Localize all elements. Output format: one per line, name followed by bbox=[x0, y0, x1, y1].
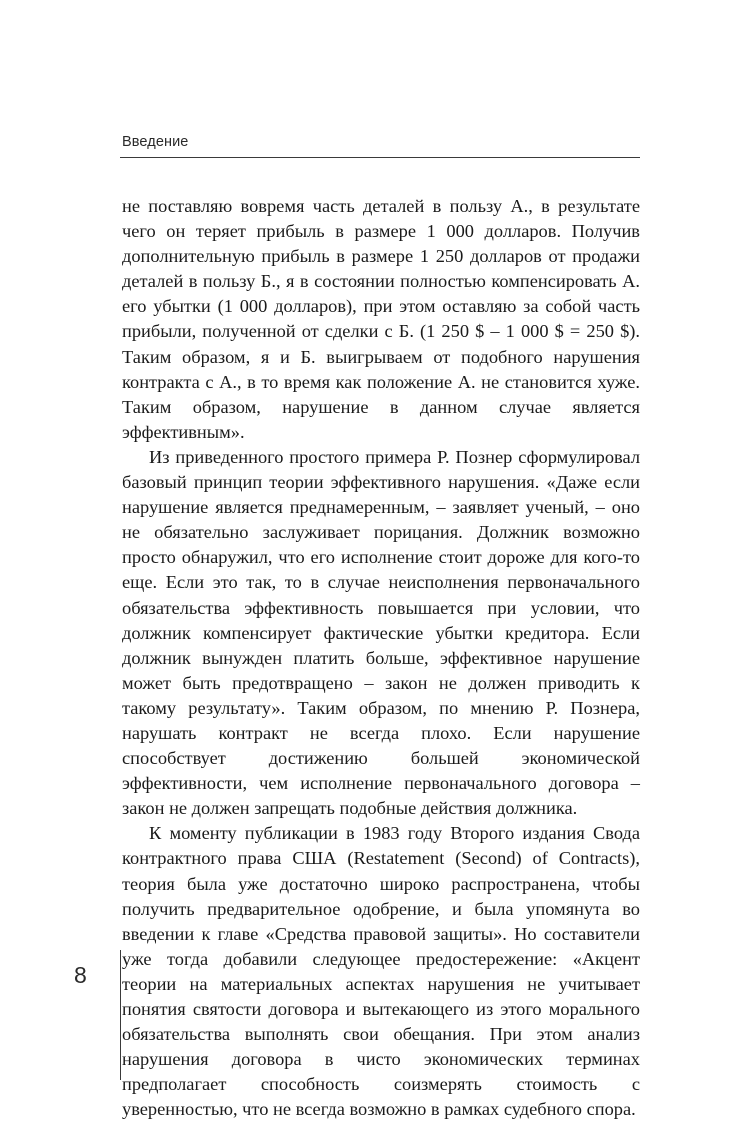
page-number: 8 bbox=[74, 962, 87, 988]
header-rule bbox=[120, 157, 640, 158]
paragraph-2: Из приведенного простого примера Р. Познер сформулировал базовый принцип теории эффективного нарушения. «Даже если нарушение является преднамеренным, – заявляет ученый, – оно не обязательно заслуживает порицания. Должник возможно просто обнаружил, что его исполнение стоит дороже для кого-то еще. Если это так, то в случае неисполнения первоначального обязательства эффективность повышается при условии, что должник компенсирует фактические убытки кредитора. Если должник вынужден платить больше, эффективное нарушение может быть предотвращено – закон не должен приводить к такому результату». Таким образом, по мнению Р. Познера, нарушать контракт не всегда плохо. Если нарушение способствует достижению большей экономической эффективности, чем исполнение первоначального договора – закон не должен запрещать подобные действия должника. bbox=[122, 446, 640, 819]
paragraph-1: не поставляю вовремя часть деталей в пользу А., в результате чего он теряет прибыль в размере 1 000 долларов. Получив дополнительную прибыль в размере 1 250 долларов от продажи деталей в пользу Б., я в состоянии полностью компенсировать А. его убытки (1 000 долларов), при этом оставляю за собой часть прибыли, полученной от сделки с Б. (1 250 $ – 1 000 $ = 250 $). Таким образом, я и Б. выигрываем от подобного нарушения контракта с А., в то время как положение А. не становится хуже. Таким образом, нарушение в данном случае является эффективным». bbox=[122, 196, 640, 442]
paragraph-3: К моменту публикации в 1983 году Второго издания Свода контрактного права США (Restatement (Second) of Contracts), теория была уже достаточно широко распространена, чтобы получить предварительное одобрение, и была упомянута во введении к главе «Средства правовой защиты». Но составители уже тогда добавили следующее предостережение: «Акцент теории на материальных аспектах нарушения не учитывает понятия святости договора и вытекающего из этого морального обязательства выполнять свои обещания. При этом анализ нарушения договора в чисто экономических терминах предполагает способность соизмерять стоимость с уверенностью, что не всегда возможно в рамках судебного спора. bbox=[122, 823, 640, 1120]
page-number-rule bbox=[120, 950, 121, 1080]
body-text bbox=[122, 194, 640, 1122]
running-head-title: Введение bbox=[122, 134, 189, 150]
